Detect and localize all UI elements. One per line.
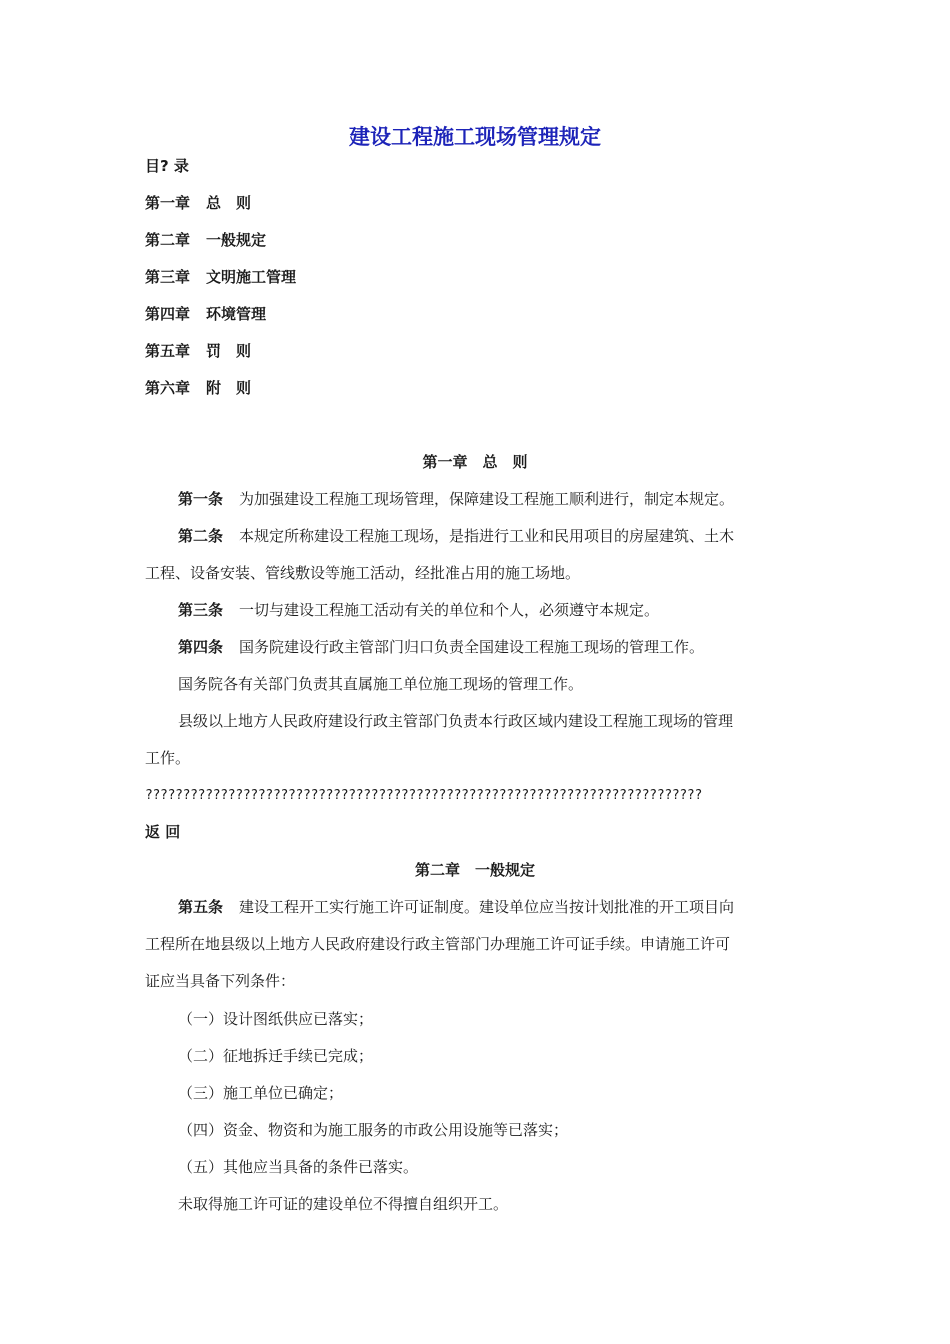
article-3 — [178, 600, 659, 620]
condition-item-5: （五）其他应当具备的条件已落实。 — [178, 1158, 419, 1176]
article-5-continued-1: 工程所在地县级以上地方人民政府建设行政主管部门办理施工许可证手续。申请施工许可 — [145, 935, 731, 953]
article-5-continued-2: 证应当具备下列条件： — [145, 972, 296, 990]
chapter1-heading: 第一章 总 则 — [422, 453, 528, 471]
article-1 — [178, 489, 734, 509]
toc-item-name: 环境管理 — [206, 305, 267, 323]
toc-item-name: 文明施工管理 — [206, 268, 297, 286]
article-text: 建设工程开工实行施工许可证制度。建设单位应当按计划批准的开工项目向 — [239, 898, 735, 916]
toc-item-1[interactable] — [145, 193, 251, 213]
toc-item-5[interactable] — [145, 341, 251, 361]
toc-item-name: 罚 则 — [206, 342, 252, 360]
separator-line: ?????????????????????????????????????????????????????????????????????????? — [145, 788, 702, 803]
toc-item-2[interactable] — [145, 230, 266, 250]
article-label: 第三条 — [178, 601, 224, 619]
condition-item-1: （一）设计图纸供应已落实； — [178, 1010, 374, 1028]
article-text: 一切与建设工程施工活动有关的单位和个人，必须遵守本规定。 — [239, 601, 660, 619]
document-title: 建设工程施工现场管理规定 — [349, 125, 601, 149]
toc-item-num: 第一章 — [145, 194, 191, 212]
article-2 — [178, 526, 734, 546]
chapter2-heading: 第二章 一般规定 — [414, 861, 535, 879]
toc-item-name: 总 则 — [206, 194, 252, 212]
article-2-continued: 工程、设备安装、管线敷设等施工活动，经批准占用的施工场地。 — [145, 564, 581, 582]
toc-item-num: 第三章 — [145, 268, 191, 286]
article-label: 第二条 — [178, 527, 224, 545]
toc-heading: 目? 录 — [145, 157, 189, 175]
toc-item-6[interactable] — [145, 378, 251, 398]
article-text: 本规定所称建设工程施工现场，是指进行工业和民用项目的房屋建筑、土木 — [239, 527, 735, 545]
condition-item-2: （二）征地拆迁手续已完成； — [178, 1047, 374, 1065]
article-text: 国务院建设行政主管部门归口负责全国建设工程施工现场的管理工作。 — [239, 638, 705, 656]
condition-item-4: （四）资金、物资和为施工服务的市政公用设施等已落实； — [178, 1121, 569, 1139]
toc-item-num: 第四章 — [145, 305, 191, 323]
toc-item-num: 第六章 — [145, 379, 191, 397]
toc-item-num: 第五章 — [145, 342, 191, 360]
toc-item-3[interactable] — [145, 267, 296, 287]
article-4 — [178, 637, 704, 657]
toc-item-4[interactable] — [145, 304, 266, 324]
article-label: 第四条 — [178, 638, 224, 656]
article-5 — [178, 897, 734, 917]
toc-item-num: 第二章 — [145, 231, 191, 249]
article-4-paragraph-3: 县级以上地方人民政府建设行政主管部门负责本行政区域内建设工程施工现场的管理 — [178, 712, 734, 730]
back-link[interactable]: 返 回 — [145, 823, 181, 841]
article-text: 为加强建设工程施工现场管理，保障建设工程施工顺利进行，制定本规定。 — [239, 490, 735, 508]
toc-item-name: 一般规定 — [206, 231, 267, 249]
article-4-paragraph-3-continued: 工作。 — [145, 749, 191, 767]
article-4-paragraph-2: 国务院各有关部门负责其直属施工单位施工现场的管理工作。 — [178, 675, 584, 693]
article-label: 第五条 — [178, 898, 224, 916]
condition-item-3: （三）施工单位已确定； — [178, 1084, 344, 1102]
toc-item-name: 附 则 — [206, 379, 252, 397]
closing-paragraph: 未取得施工许可证的建设单位不得擅自组织开工。 — [178, 1195, 509, 1213]
article-label: 第一条 — [178, 490, 224, 508]
